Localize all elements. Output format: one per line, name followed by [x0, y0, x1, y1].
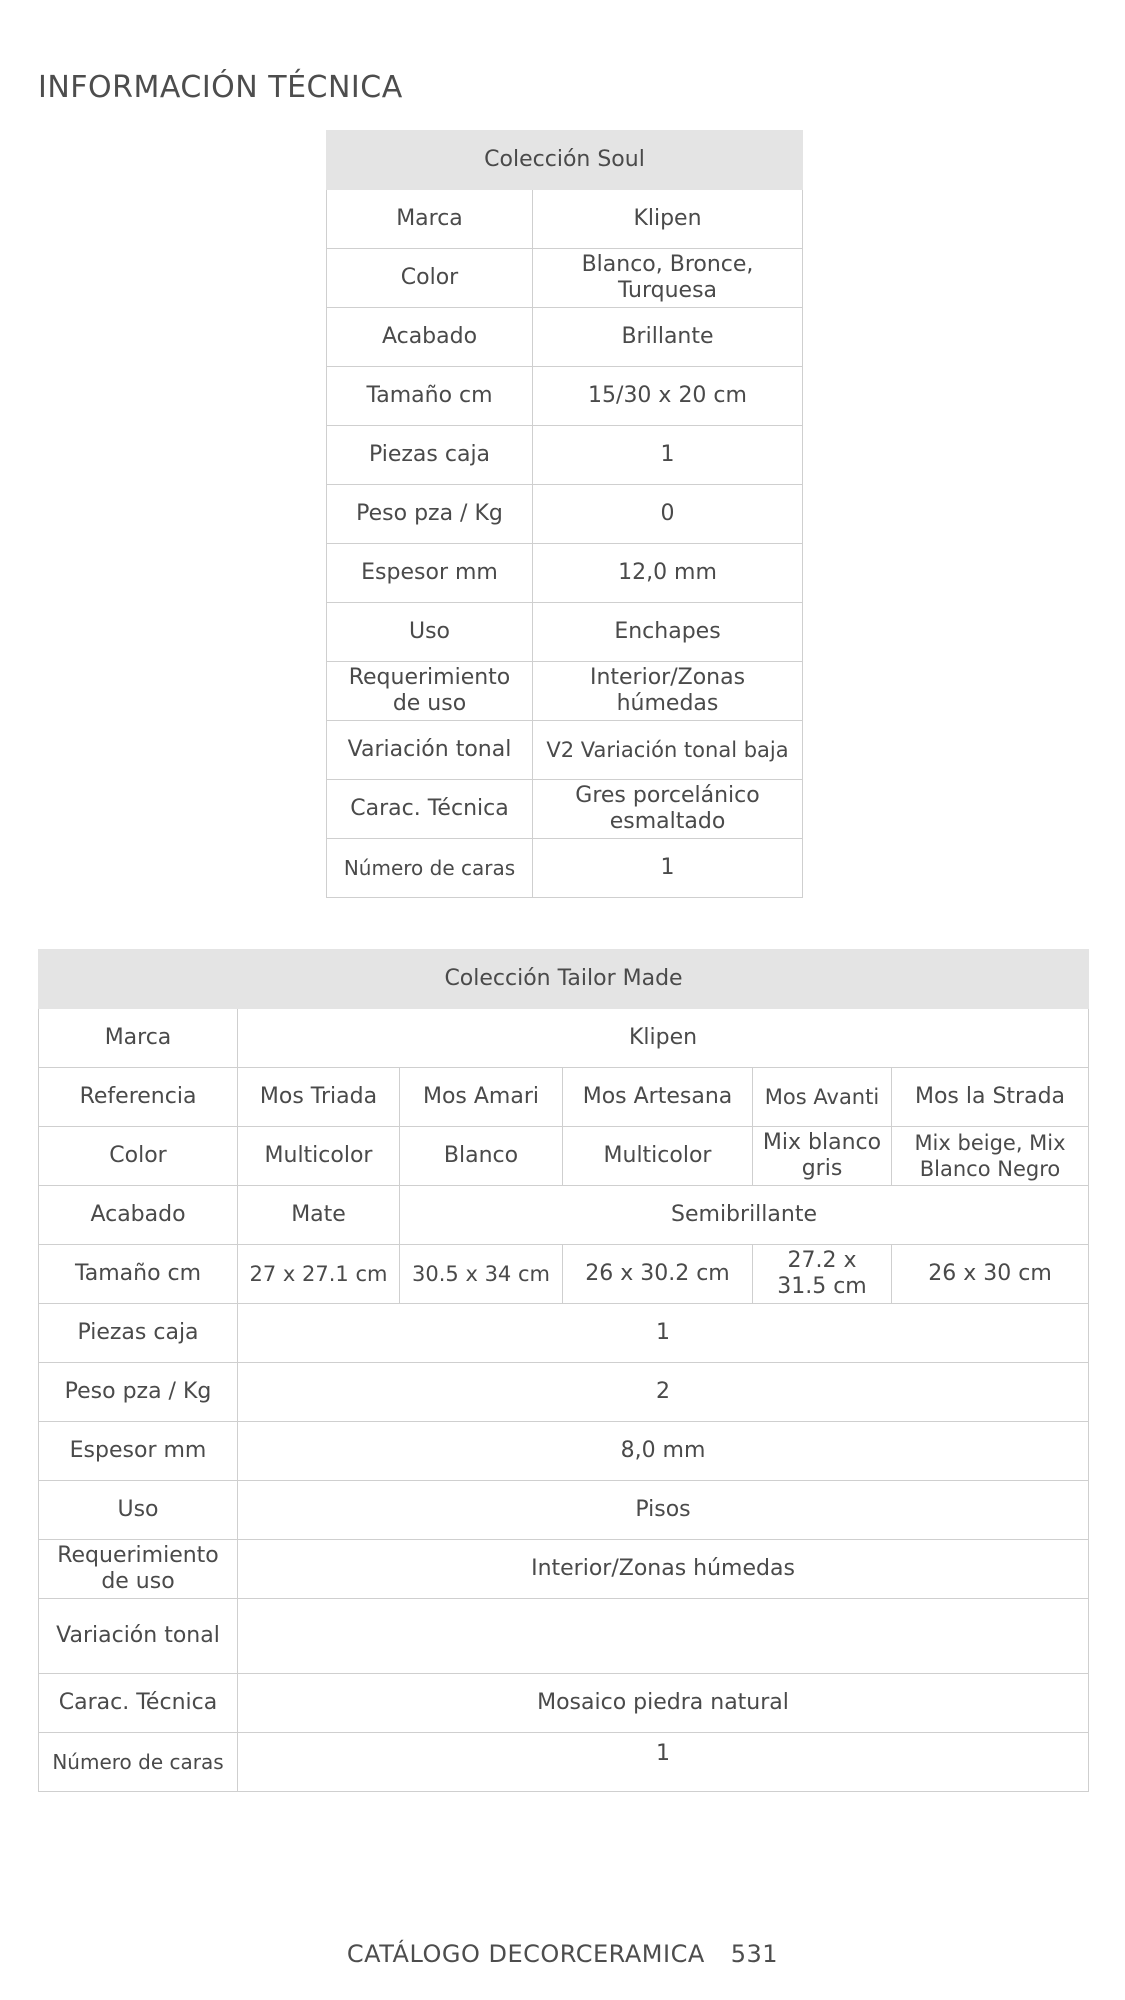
row-value: V2 Variación tonal baja: [533, 721, 803, 780]
table-row: [39, 1422, 1089, 1481]
row-value: 26 x 30 cm: [892, 1245, 1089, 1304]
table-row: [39, 1068, 1089, 1127]
row-label: Carac. Técnica: [39, 1674, 238, 1733]
table-row: [327, 603, 803, 662]
row-label: Acabado: [39, 1186, 238, 1245]
row-label: Marca: [39, 1009, 238, 1068]
table-row: [39, 1009, 1089, 1068]
row-value: 1: [238, 1304, 1089, 1363]
tailor-header-row: [39, 950, 1089, 1009]
table-row: [39, 1674, 1089, 1733]
soul-header-row: [327, 131, 803, 190]
table-row: [327, 662, 803, 721]
row-value: 1: [533, 839, 803, 898]
row-value: Interior/Zonas húmedas: [238, 1540, 1089, 1599]
row-value: Mos Avanti: [753, 1068, 892, 1127]
row-value: Mos Amari: [400, 1068, 563, 1127]
row-value: 30.5 x 34 cm: [400, 1245, 563, 1304]
tailor-table-title: Colección Tailor Made: [39, 950, 1089, 1009]
table-row: [327, 485, 803, 544]
row-label: Acabado: [327, 308, 533, 367]
table-row: [327, 721, 803, 780]
row-value: Interior/Zonas húmedas: [533, 662, 803, 721]
row-label: Peso pza / Kg: [327, 485, 533, 544]
row-value: 1: [533, 426, 803, 485]
row-value: Mix beige, Mix Blanco Negro: [892, 1127, 1089, 1186]
table-row: [327, 249, 803, 308]
row-label: Uso: [327, 603, 533, 662]
row-label: Tamaño cm: [39, 1245, 238, 1304]
row-label: Piezas caja: [39, 1304, 238, 1363]
row-value: Brillante: [533, 308, 803, 367]
row-value: Mos Artesana: [563, 1068, 753, 1127]
row-value: 0: [533, 485, 803, 544]
row-value: Mos Triada: [238, 1068, 400, 1127]
table-row: [327, 190, 803, 249]
row-value: 2: [238, 1363, 1089, 1422]
table-row: [39, 1540, 1089, 1599]
row-label: Tamaño cm: [327, 367, 533, 426]
row-value: Enchapes: [533, 603, 803, 662]
row-value: Blanco: [400, 1127, 563, 1186]
row-value: Klipen: [533, 190, 803, 249]
row-value: 27 x 27.1 cm: [238, 1245, 400, 1304]
table-row: [327, 367, 803, 426]
row-label: Variación tonal: [327, 721, 533, 780]
row-value: 1: [238, 1733, 1089, 1792]
row-value: Klipen: [238, 1009, 1089, 1068]
row-label: Color: [327, 249, 533, 308]
table-row: [327, 839, 803, 898]
page-number: 531: [730, 1940, 779, 1968]
row-label: Variación tonal: [39, 1599, 238, 1674]
row-label: Piezas caja: [327, 426, 533, 485]
table-row: [39, 1363, 1089, 1422]
row-label: Peso pza / Kg: [39, 1363, 238, 1422]
row-label: Número de caras: [39, 1733, 238, 1792]
row-value: Mos la Strada: [892, 1068, 1089, 1127]
row-value: 27.2 x 31.5 cm: [753, 1245, 892, 1304]
row-value: 26 x 30.2 cm: [563, 1245, 753, 1304]
row-value: Gres porcelánico esmaltado: [533, 780, 803, 839]
catalog-name: CATÁLOGO DECORCERAMICA: [346, 1940, 705, 1968]
table-row: [327, 308, 803, 367]
table-row: [39, 1304, 1089, 1363]
row-label: Referencia: [39, 1068, 238, 1127]
row-label: Requerimiento de uso: [327, 662, 533, 721]
row-value: 12,0 mm: [533, 544, 803, 603]
table-row: [39, 1733, 1089, 1792]
row-label: Uso: [39, 1481, 238, 1540]
row-label: Espesor mm: [327, 544, 533, 603]
soul-spec-table: [326, 130, 803, 898]
row-value: Mix blanco gris: [753, 1127, 892, 1186]
table-row: [39, 1186, 1089, 1245]
page-title: INFORMACIÓN TÉCNICA: [38, 70, 403, 105]
row-value: 15/30 x 20 cm: [533, 367, 803, 426]
row-value: Pisos: [238, 1481, 1089, 1540]
row-label: Carac. Técnica: [327, 780, 533, 839]
row-label: Color: [39, 1127, 238, 1186]
soul-table-title: Colección Soul: [327, 131, 803, 190]
row-label: Número de caras: [327, 839, 533, 898]
row-value: 8,0 mm: [238, 1422, 1089, 1481]
row-value: Blanco, Bronce, Turquesa: [533, 249, 803, 308]
table-row: [327, 780, 803, 839]
row-value: [238, 1599, 1089, 1674]
row-value: Semibrillante: [400, 1186, 1089, 1245]
page-footer: [0, 1940, 1125, 1968]
table-row: [39, 1481, 1089, 1540]
row-label: Marca: [327, 190, 533, 249]
row-label: Espesor mm: [39, 1422, 238, 1481]
row-value: Multicolor: [563, 1127, 753, 1186]
row-value: Mosaico piedra natural: [238, 1674, 1089, 1733]
row-label: Requerimiento de uso: [39, 1540, 238, 1599]
table-row: [327, 544, 803, 603]
table-row: [39, 1127, 1089, 1186]
tailor-made-spec-table: [38, 949, 1089, 1792]
table-row: [39, 1245, 1089, 1304]
table-row: [327, 426, 803, 485]
table-row: [39, 1599, 1089, 1674]
row-value: Mate: [238, 1186, 400, 1245]
row-value: Multicolor: [238, 1127, 400, 1186]
